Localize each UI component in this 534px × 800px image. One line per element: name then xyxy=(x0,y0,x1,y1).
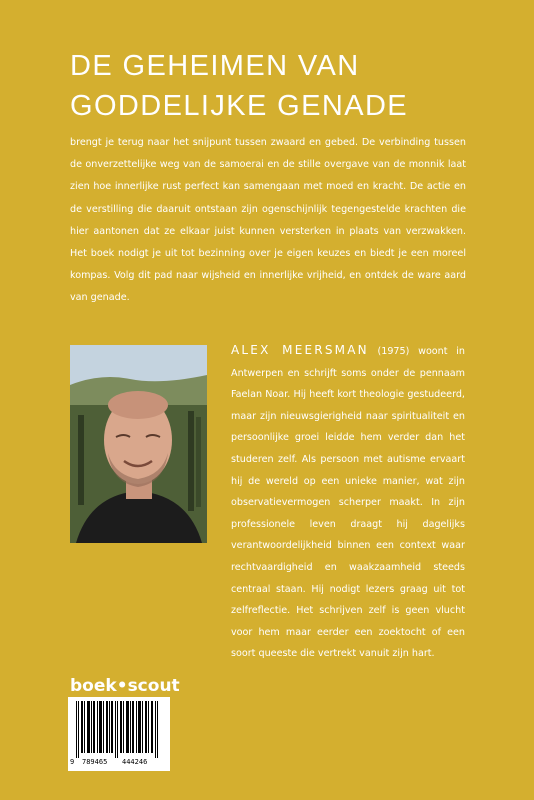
barcode-digit-first: 9 xyxy=(70,758,75,766)
barcode-digit-group-1: 789465 xyxy=(82,758,108,766)
publisher-logo-part-2: scout xyxy=(127,676,180,696)
isbn-barcode xyxy=(68,697,170,771)
author-name: ALEX MEERSMAN xyxy=(231,343,369,357)
publisher-logo-part-1: boek xyxy=(70,676,117,696)
author-birth-year: (1975) xyxy=(377,346,410,357)
publisher-logo-dot: • xyxy=(116,676,128,696)
title-line-1: DE GEHEIMEN VAN xyxy=(70,50,360,82)
book-title xyxy=(70,46,490,126)
author-bio xyxy=(231,340,465,665)
barcode-digits xyxy=(68,758,170,770)
author-photo-illustration xyxy=(70,345,207,543)
author-bio-text: woont in Antwerpen en schrijft soms onder de pennaam Faelan Noar. Hij heeft kort theologie gestudeerd, maar zijn nieuwsgierigheid naar spiritualiteit en persoonlijke groei leidde hem verder dan het studeren zelf. Als persoon met autisme ervaart hij de wereld op een unieke manier, wat zijn observatievermogen scherper maakt. In zijn professionele leven draagt hij dagelijks verantwoordelijkheid binnen een context waar rechtvaardigheid en waakzaamheid steeds centraal staan. Hij nodigt lezers graag uit tot zelfreflectie. Het schrijven zelf is geen vlucht voor hem maar eerder een zoektocht of een soort queeste die vertrekt vanuit zijn hart. xyxy=(231,346,465,660)
book-blurb: brengt je terug naar het snijpunt tussen zwaard en gebed. De verbinding tussen de onverzettelijke weg van de samoerai en de stille overgave van de monnik laat zien hoe innerlijke rust perfect kan samengaan met moed en kracht. De actie en de verstilling die daaruit ontstaan zijn ogenschijnlijk tegengestelde krachten die hier aantonen dat ze elkaar juist kunnen versterken in plaats van verzwakken. Het boek nodigt je uit tot bezinning over je eigen keuzes en biedt je een moreel kompas. Volg dit pad naar wijsheid en innerlijke vrijheid, en ontdek de ware aard van genade. xyxy=(70,137,466,304)
title-line-2: GODDELIJKE GENADE xyxy=(70,90,409,122)
author-photo xyxy=(70,345,207,543)
barcode-digit-group-2: 444246 xyxy=(122,758,148,766)
barcode-bars xyxy=(68,697,170,759)
publisher-logo xyxy=(70,676,180,696)
